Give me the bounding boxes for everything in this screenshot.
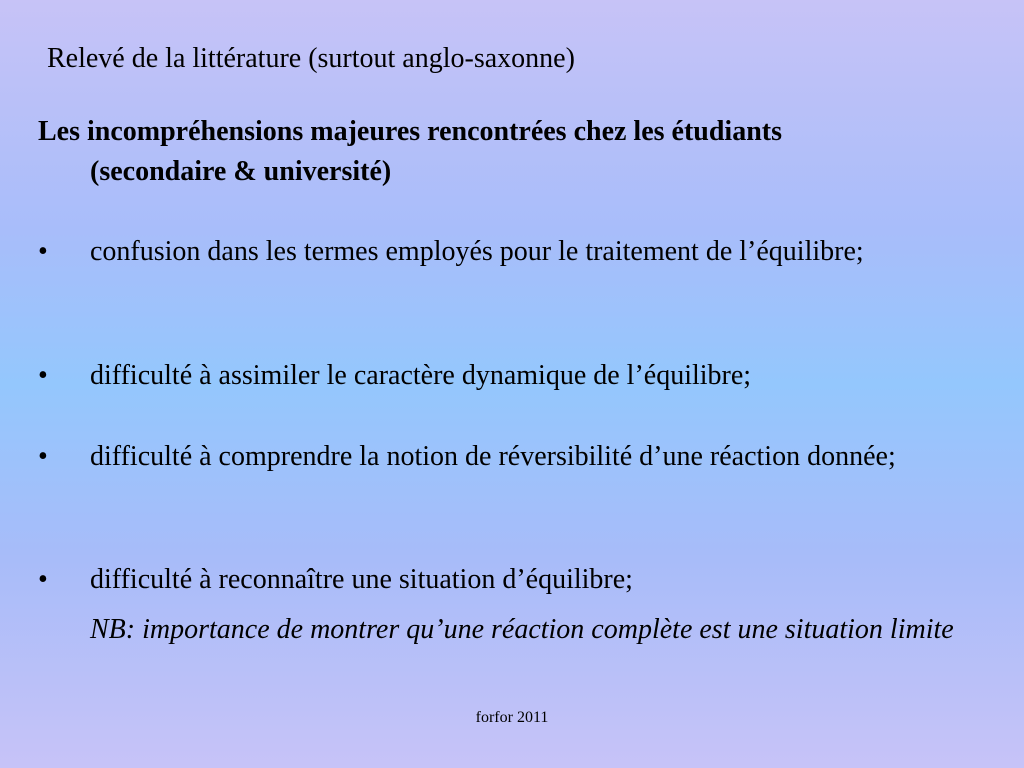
bullet-marker: • bbox=[38, 236, 48, 267]
bullet-marker: • bbox=[38, 441, 48, 472]
footer-text: forfor 2011 bbox=[475, 709, 549, 726]
note-text: NB: importance de montrer qu’une réaction complète est une situation limite bbox=[90, 614, 954, 645]
bullet-item bbox=[38, 437, 978, 477]
bullet-item bbox=[38, 356, 978, 396]
bullet-text: difficulté à reconnaître une situation d’équilibre; bbox=[90, 564, 633, 595]
bullet-text: difficulté à assimiler le caractère dynamique de l’équilibre; bbox=[90, 360, 752, 391]
bullet-marker: • bbox=[38, 360, 48, 391]
bullet-item bbox=[38, 560, 978, 600]
section-heading-line1: Les incompréhensions majeures rencontrées chez les étudiants bbox=[38, 116, 782, 147]
section-heading bbox=[38, 112, 968, 192]
section-heading-line2: (secondaire & université) bbox=[90, 156, 392, 187]
bullet-item bbox=[38, 232, 978, 272]
bullet-marker: • bbox=[38, 564, 48, 595]
slide-title: Relevé de la littérature (surtout anglo-saxonne) bbox=[47, 43, 575, 74]
bullet-text: difficulté à comprendre la notion de réversibilité d’une réaction donnée; bbox=[90, 441, 896, 472]
bullet-text: confusion dans les termes employés pour le traitement de l’équilibre; bbox=[90, 236, 864, 267]
